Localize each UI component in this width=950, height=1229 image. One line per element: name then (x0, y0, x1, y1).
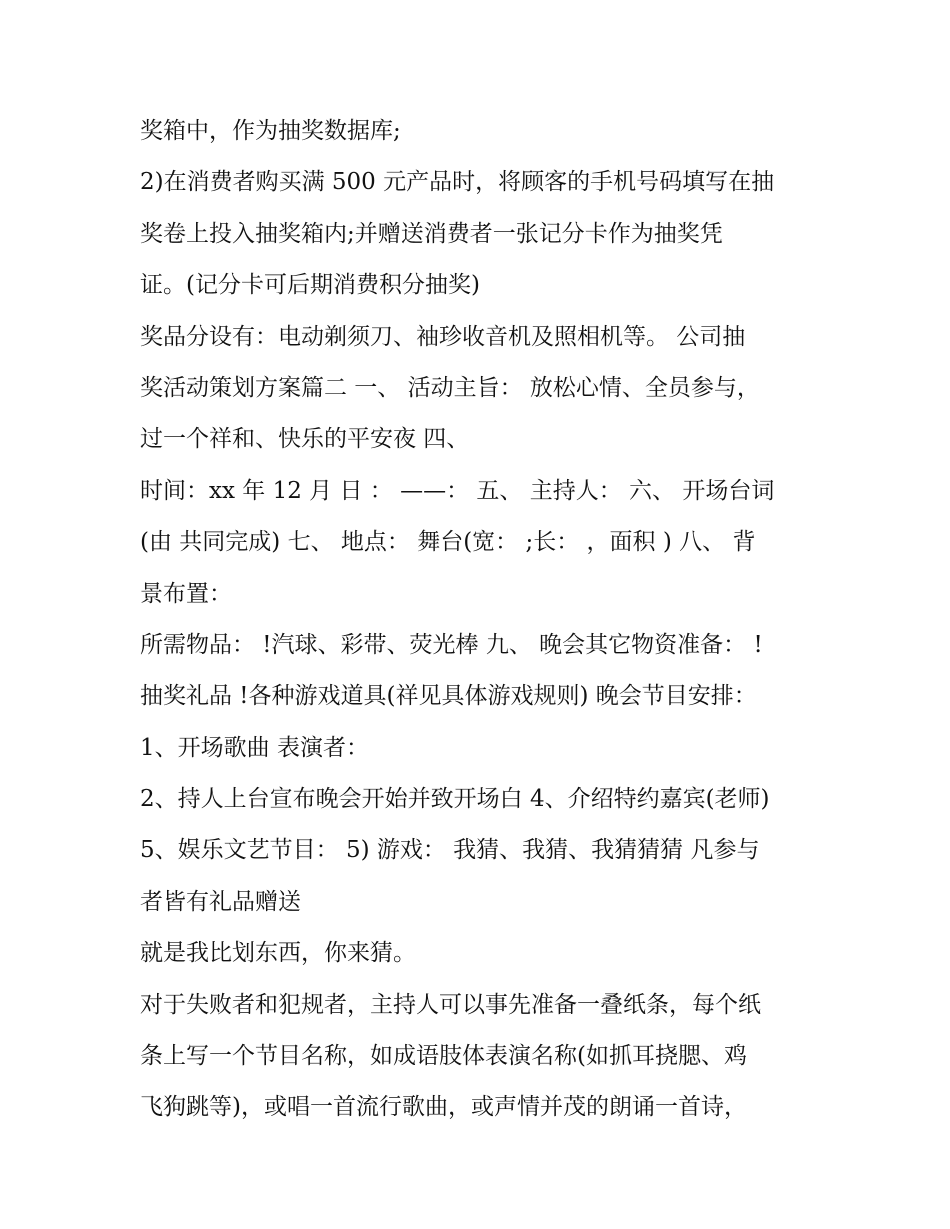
text-line: 飞狗跳等)，或唱一首流行歌曲，或声情并茂的朗诵一首诗， (140, 1094, 747, 1121)
text-line: 奖卷上投入抽奖箱内;并赠送消费者一张记分卡作为抽奖凭 (140, 220, 723, 247)
text-line: 就是我比划东西，你来猜。 (140, 940, 416, 967)
text-line: 过一个祥和、快乐的平安夜 四、 (140, 426, 470, 453)
text-line: 证。(记分卡可后期消费积分抽奖) (140, 272, 480, 299)
text-line: 对于失败者和犯规者，主持人可以事先准备一叠纸条，每个纸 (140, 991, 761, 1018)
text-line: 景布置： (140, 580, 232, 607)
text-line: 奖箱中，作为抽奖数据库; (140, 118, 401, 144)
text-line: 2)在消费者购买满 500 元产品时，将顾客的手机号码填写在抽 (140, 169, 775, 196)
text-line: 所需物品： !汽球、彩带、荧光棒 九、 晚会其它物资准备： ! (140, 631, 763, 658)
text-line: 者皆有礼品赠送 (140, 888, 301, 915)
text-line: (由 共同完成) 七、 地点： 舞台(宽： ;长： ，面积 ) 八、 背 (140, 529, 756, 556)
text-line: 5、娱乐文艺节目： 5) 游戏： 我猜、我猜、我猜猜猜 凡参与 (140, 837, 760, 864)
text-line: 时间：xx 年 12 月 日 ： ——： 五、 主持人： 六、 开场台词 (140, 477, 775, 504)
text-line: 奖活动策划方案篇二 一、 活动主旨： 放松心情、全员参与， (140, 374, 760, 401)
text-line: 1、开场歌曲 表演者： (140, 734, 369, 761)
text-line: 条上写一个节目名称，如成语肢体表演名称(如抓耳挠腮、鸡 (140, 1043, 747, 1070)
document-body (140, 106, 830, 1134)
text-line: 奖品分设有：电动剃须刀、袖珍收音机及照相机等。 公司抽 (140, 323, 746, 350)
text-line: 抽奖礼品 !各种游戏道具(祥见具体游戏规则) 晚会节目安排： (140, 683, 757, 710)
text-line: 2、持人上台宣布晚会开始并致开场白 4、介绍特约嘉宾(老师) (140, 786, 770, 813)
